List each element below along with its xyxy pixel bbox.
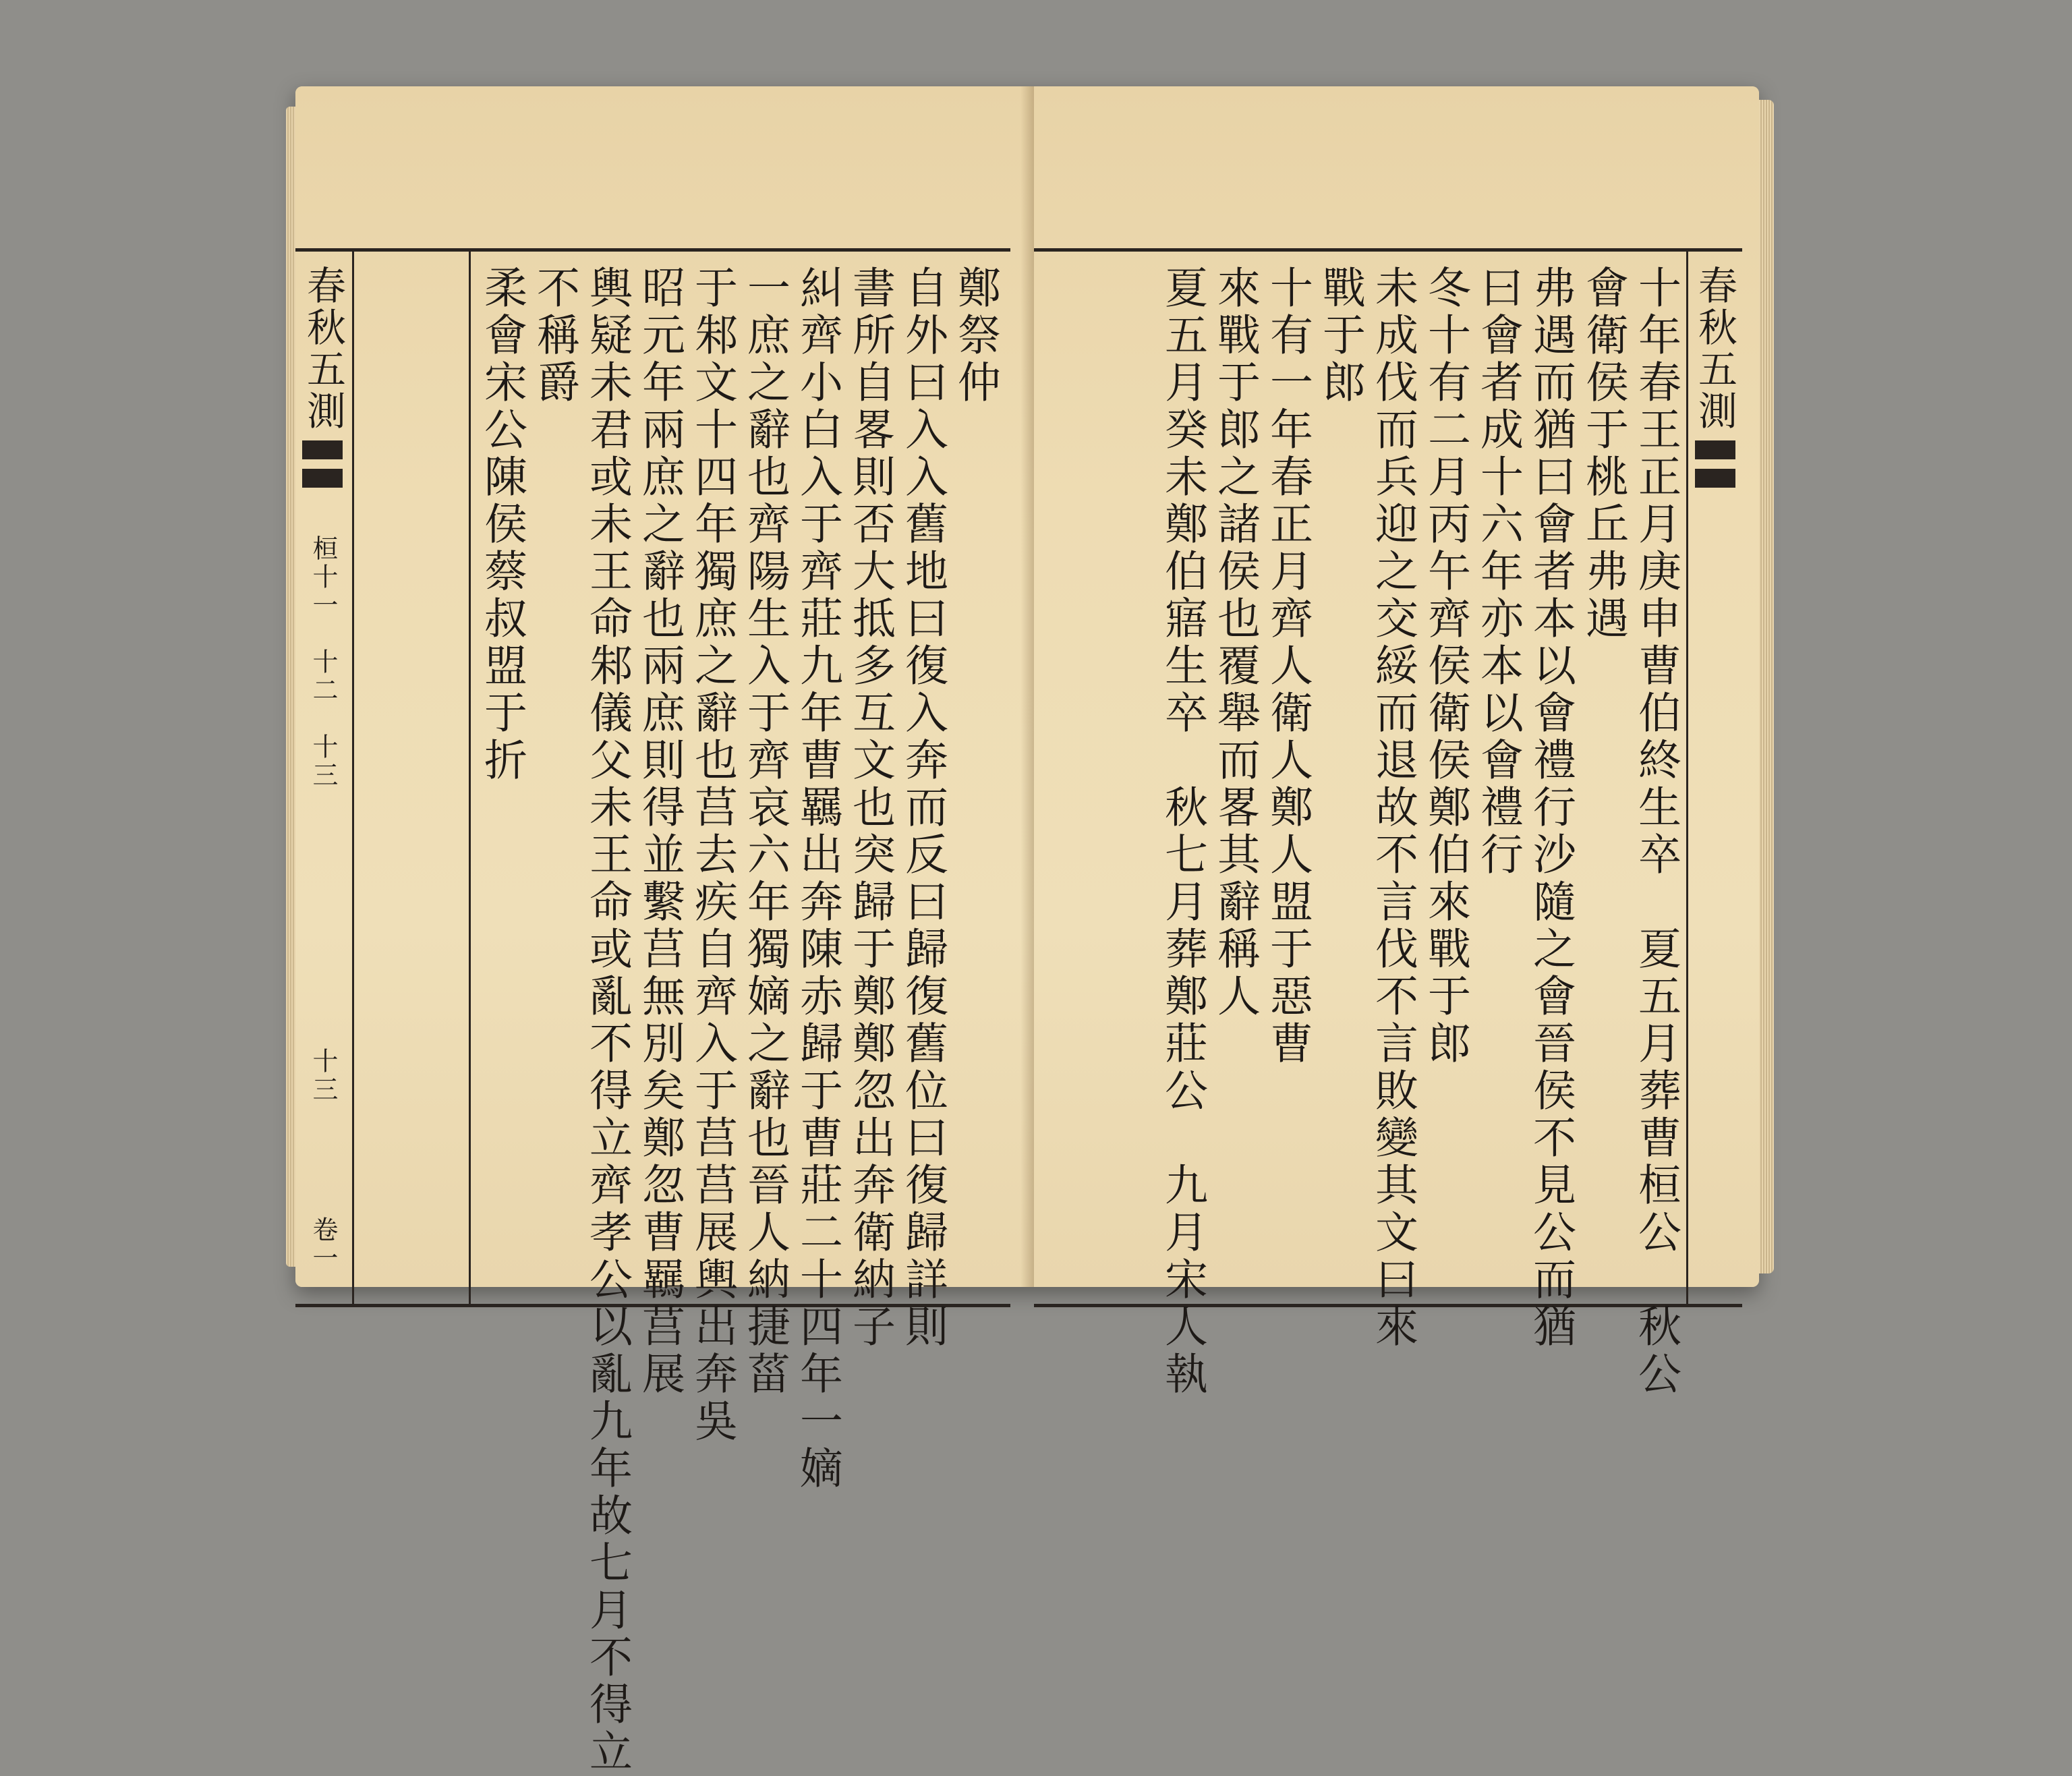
margin-title: 春秋五測 xyxy=(300,265,346,432)
text-column: 糾齊小白入于齊莊九年曹羈出奔陳赤歸于曹莊二十四年一嫡 xyxy=(793,265,842,1493)
left-page-frame xyxy=(295,248,1010,1776)
open-book xyxy=(295,86,1759,1776)
text-column: 十年春王正月庚申曹伯終生卒 夏五月葬曹桓公 秋公 xyxy=(1631,265,1681,1398)
text-column: 冬十有二月丙午齊侯衛侯鄭伯來戰于郎 xyxy=(1420,265,1470,1068)
text-column: 會衛侯于桃丘弗遇 xyxy=(1578,265,1628,643)
margin-section: 桓十一 十二 十三 xyxy=(308,535,338,790)
text-column: 輿疑未君或未王命邾儀父未王命或亂不得立齊孝公以亂九年故七月不得立 xyxy=(582,265,632,1776)
fishtail-mark xyxy=(302,440,343,488)
text-column: 一庶之辭也齊陽生入于齊哀六年獨嫡之辭也晉人納捷菑 xyxy=(740,265,790,1398)
text-column: 十有一年春正月齊人衛人鄭人盟于惡曹 xyxy=(1263,265,1313,1068)
text-column: 來戰于郎之諸侯也覆舉而畧其辭稱人 xyxy=(1210,265,1260,1021)
fishtail-mark xyxy=(1695,440,1735,488)
left-page xyxy=(295,86,1034,1776)
right-page-frame xyxy=(1034,248,1742,1398)
text-column: 鄭祭仲 xyxy=(950,265,1000,407)
margin-page-number: 十三 xyxy=(308,1048,338,1104)
text-column: 戰于郎 xyxy=(1315,265,1365,407)
right-page xyxy=(1034,86,1759,1398)
text-column: 柔會宋公陳侯蔡叔盟于折 xyxy=(477,265,527,784)
text-column: 未成伐而兵迎之交綏而退故不言伐不言敗變其文曰來 xyxy=(1368,265,1418,1351)
text-column: 書所自畧則否大抵多互文也突歸于鄭鄭忽出奔衛納子 xyxy=(845,265,895,1351)
text-column: 自外曰入入舊地曰復入奔而反曰歸復舊位曰復歸詳則 xyxy=(898,265,948,1351)
text-column: 曰會者成十六年亦本以會禮行 xyxy=(1473,265,1523,879)
margin-volume: 卷一 xyxy=(308,1216,338,1273)
margin-rule xyxy=(1686,248,1688,1307)
text-column: 于邾文十四年獨庶之辭也莒去疾自齊入于莒莒展輿出奔吳 xyxy=(687,265,737,1445)
column-rule xyxy=(469,248,471,1307)
text-column: 昭元年兩庶之辭也兩庶則得並繫莒無別矣鄭忽曹羈莒展 xyxy=(635,265,685,1398)
margin-rule xyxy=(352,248,354,1307)
text-column: 夏五月癸未鄭伯寤生卒 秋七月葬鄭莊公 九月宋人執 xyxy=(1157,265,1207,1398)
text-column: 弗遇而猶曰會者本以會禮行沙隨之會晉侯不見公而猶 xyxy=(1526,265,1576,1351)
margin-title: 春秋五測 xyxy=(1692,265,1737,432)
text-column: 不稱爵 xyxy=(529,265,579,407)
